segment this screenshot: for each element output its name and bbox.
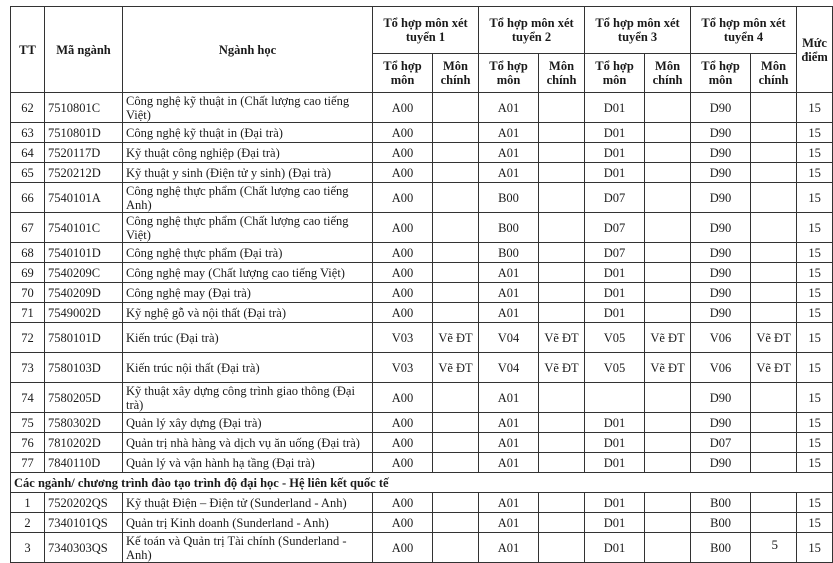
- cell-to-hop-4: D90: [691, 183, 751, 213]
- cell-to-hop-3: D01: [585, 453, 645, 473]
- cell-mon-chinh-1: [433, 533, 479, 563]
- cell-tt: 64: [11, 143, 45, 163]
- header-to-hop-1: Tổ hợp môn xét tuyển 1: [373, 7, 479, 54]
- cell-to-hop-4: D90: [691, 213, 751, 243]
- cell-tt: 69: [11, 263, 45, 283]
- cell-nganh-hoc: Quản trị nhà hàng và dịch vụ ăn uống (Đại trà): [123, 433, 373, 453]
- table-row: [11, 433, 833, 453]
- cell-mon-chinh-2: [539, 93, 585, 123]
- table-body: [11, 93, 833, 563]
- cell-to-hop-3: D01: [585, 143, 645, 163]
- cell-nganh-hoc: Quản lý và vận hành hạ tầng (Đại trà): [123, 453, 373, 473]
- cell-ma-nganh: 7580205D: [45, 383, 123, 413]
- cell-mon-chinh-3: [645, 433, 691, 453]
- cell-muc-diem: 15: [797, 183, 833, 213]
- cell-mon-chinh-3: [645, 163, 691, 183]
- cell-nganh-hoc: Kỹ thuật Điện – Điện tử (Sunderland - Anh): [123, 493, 373, 513]
- cell-nganh-hoc: Công nghệ thực phẩm (Chất lượng cao tiếng Anh): [123, 183, 373, 213]
- cell-to-hop-1: A00: [373, 513, 433, 533]
- cell-mon-chinh-4: [751, 383, 797, 413]
- subheader-to-hop-mon: Tổ hợp môn: [691, 54, 751, 93]
- cell-mon-chinh-2: [539, 243, 585, 263]
- cell-to-hop-1: A00: [373, 303, 433, 323]
- cell-muc-diem: 15: [797, 433, 833, 453]
- cell-mon-chinh-1: [433, 123, 479, 143]
- cell-mon-chinh-1: [433, 263, 479, 283]
- cell-nganh-hoc: Công nghệ thực phẩm (Đại trà): [123, 243, 373, 263]
- cell-mon-chinh-1: [433, 433, 479, 453]
- cell-mon-chinh-2: Vẽ ĐT: [539, 323, 585, 353]
- cell-to-hop-1: A00: [373, 453, 433, 473]
- cell-mon-chinh-1: [433, 303, 479, 323]
- cell-muc-diem: 15: [797, 383, 833, 413]
- header-nganh-hoc: Ngành học: [123, 7, 373, 93]
- subheader-mon-chinh: Môn chính: [539, 54, 585, 93]
- cell-to-hop-2: V04: [479, 323, 539, 353]
- cell-mon-chinh-3: [645, 453, 691, 473]
- header-ma-nganh: Mã ngành: [45, 7, 123, 93]
- cell-to-hop-1: V03: [373, 353, 433, 383]
- cell-nganh-hoc: Kiến trúc nội thất (Đại trà): [123, 353, 373, 383]
- cell-to-hop-1: A00: [373, 533, 433, 563]
- cell-mon-chinh-1: [433, 383, 479, 413]
- page-number: 5: [771, 537, 778, 552]
- cell-mon-chinh-2: [539, 163, 585, 183]
- cell-to-hop-1: A00: [373, 413, 433, 433]
- cell-to-hop-1: A00: [373, 283, 433, 303]
- cell-to-hop-1: A00: [373, 243, 433, 263]
- cell-mon-chinh-2: Vẽ ĐT: [539, 353, 585, 383]
- table-row: [11, 383, 833, 413]
- header-muc-diem: Mức điểm: [797, 7, 833, 93]
- table-row: [11, 283, 833, 303]
- cell-to-hop-1: A00: [373, 263, 433, 283]
- cell-mon-chinh-3: [645, 413, 691, 433]
- cell-mon-chinh-1: [433, 183, 479, 213]
- cell-to-hop-4: D90: [691, 283, 751, 303]
- cell-tt: 65: [11, 163, 45, 183]
- cell-mon-chinh-3: [645, 533, 691, 563]
- table-row: [11, 243, 833, 263]
- table-row: [11, 213, 833, 243]
- cell-mon-chinh-1: Vẽ ĐT: [433, 353, 479, 383]
- cell-mon-chinh-1: [433, 493, 479, 513]
- table-row: [11, 163, 833, 183]
- cell-mon-chinh-4: [751, 283, 797, 303]
- cell-to-hop-4: B00: [691, 533, 751, 563]
- cell-nganh-hoc: Kỹ thuật y sinh (Điện tử y sinh) (Đại trà): [123, 163, 373, 183]
- table-row: [11, 513, 833, 533]
- cell-to-hop-4: B00: [691, 513, 751, 533]
- cell-to-hop-3: D01: [585, 413, 645, 433]
- cell-to-hop-1: A00: [373, 433, 433, 453]
- cell-nganh-hoc: Kỹ thuật xây dựng công trình giao thông (Đại trà): [123, 383, 373, 413]
- cell-muc-diem: 15: [797, 493, 833, 513]
- cell-to-hop-2: A01: [479, 143, 539, 163]
- cell-muc-diem: 15: [797, 143, 833, 163]
- cell-muc-diem: 15: [797, 123, 833, 143]
- table-row: [11, 93, 833, 123]
- cell-nganh-hoc: Kỹ thuật công nghiệp (Đại trà): [123, 143, 373, 163]
- cell-mon-chinh-2: [539, 303, 585, 323]
- cell-to-hop-4: D90: [691, 243, 751, 263]
- cell-tt: 1: [11, 493, 45, 513]
- cell-nganh-hoc: Kiến trúc (Đại trà): [123, 323, 373, 353]
- cell-muc-diem: 15: [797, 93, 833, 123]
- cell-mon-chinh-4: [751, 433, 797, 453]
- table-row: [11, 533, 833, 563]
- cell-mon-chinh-3: [645, 183, 691, 213]
- cell-mon-chinh-2: [539, 493, 585, 513]
- cell-muc-diem: 15: [797, 283, 833, 303]
- cell-to-hop-3: D01: [585, 263, 645, 283]
- section-row: [11, 473, 833, 493]
- cell-to-hop-2: A01: [479, 533, 539, 563]
- cell-mon-chinh-2: [539, 283, 585, 303]
- table-row: [11, 263, 833, 283]
- table-row: [11, 353, 833, 383]
- header-row: [11, 7, 833, 54]
- cell-mon-chinh-4: [751, 93, 797, 123]
- cell-muc-diem: 15: [797, 533, 833, 563]
- cell-mon-chinh-4: [751, 183, 797, 213]
- table-row: [11, 123, 833, 143]
- cell-to-hop-3: D01: [585, 533, 645, 563]
- cell-muc-diem: 15: [797, 243, 833, 263]
- cell-mon-chinh-1: Vẽ ĐT: [433, 323, 479, 353]
- cell-to-hop-2: B00: [479, 213, 539, 243]
- table-row: [11, 183, 833, 213]
- cell-ma-nganh: 7510801D: [45, 123, 123, 143]
- cell-ma-nganh: 7510801C: [45, 93, 123, 123]
- cell-mon-chinh-2: [539, 533, 585, 563]
- cell-mon-chinh-3: Vẽ ĐT: [645, 353, 691, 383]
- cell-mon-chinh-1: [433, 243, 479, 263]
- cell-mon-chinh-2: [539, 183, 585, 213]
- cell-mon-chinh-4: Vẽ ĐT: [751, 353, 797, 383]
- cell-mon-chinh-2: [539, 433, 585, 453]
- cell-to-hop-2: A01: [479, 303, 539, 323]
- cell-to-hop-2: A01: [479, 263, 539, 283]
- cell-muc-diem: 15: [797, 263, 833, 283]
- table-row: [11, 323, 833, 353]
- table-row: [11, 303, 833, 323]
- cell-mon-chinh-3: [645, 513, 691, 533]
- cell-mon-chinh-2: [539, 513, 585, 533]
- cell-mon-chinh-2: [539, 123, 585, 143]
- cell-to-hop-1: A00: [373, 123, 433, 143]
- cell-mon-chinh-3: [645, 143, 691, 163]
- cell-to-hop-2: V04: [479, 353, 539, 383]
- cell-mon-chinh-4: [751, 243, 797, 263]
- cell-to-hop-4: V06: [691, 353, 751, 383]
- cell-mon-chinh-2: [539, 143, 585, 163]
- cell-ma-nganh: 7520202QS: [45, 493, 123, 513]
- cell-mon-chinh-4: [751, 213, 797, 243]
- cell-muc-diem: 15: [797, 453, 833, 473]
- table-row: [11, 143, 833, 163]
- cell-to-hop-4: V06: [691, 323, 751, 353]
- cell-to-hop-4: D90: [691, 413, 751, 433]
- cell-to-hop-3: D01: [585, 283, 645, 303]
- cell-mon-chinh-1: [433, 283, 479, 303]
- cell-nganh-hoc: Công nghệ may (Chất lượng cao tiếng Việt): [123, 263, 373, 283]
- cell-to-hop-1: A00: [373, 383, 433, 413]
- cell-to-hop-4: D90: [691, 383, 751, 413]
- cell-nganh-hoc: Công nghệ thực phẩm (Chất lượng cao tiếng Việt): [123, 213, 373, 243]
- header-to-hop-3: Tổ hợp môn xét tuyển 3: [585, 7, 691, 54]
- cell-to-hop-2: A01: [479, 513, 539, 533]
- cell-tt: 72: [11, 323, 45, 353]
- cell-tt: 70: [11, 283, 45, 303]
- cell-to-hop-2: A01: [479, 433, 539, 453]
- cell-mon-chinh-3: [645, 263, 691, 283]
- cell-mon-chinh-3: [645, 283, 691, 303]
- cell-to-hop-1: A00: [373, 183, 433, 213]
- cell-mon-chinh-4: [751, 143, 797, 163]
- cell-to-hop-4: D90: [691, 163, 751, 183]
- cell-nganh-hoc: Công nghệ may (Đại trà): [123, 283, 373, 303]
- cell-to-hop-2: A01: [479, 163, 539, 183]
- cell-nganh-hoc: Quản lý xây dựng (Đại trà): [123, 413, 373, 433]
- cell-muc-diem: 15: [797, 353, 833, 383]
- cell-to-hop-3: D07: [585, 243, 645, 263]
- cell-nganh-hoc: Công nghệ kỹ thuật in (Đại trà): [123, 123, 373, 143]
- header-tt: TT: [11, 7, 45, 93]
- cell-to-hop-3: D01: [585, 93, 645, 123]
- cell-mon-chinh-4: [751, 493, 797, 513]
- cell-mon-chinh-2: [539, 383, 585, 413]
- cell-to-hop-1: A00: [373, 143, 433, 163]
- cell-tt: 3: [11, 533, 45, 563]
- cell-to-hop-1: A00: [373, 213, 433, 243]
- cell-mon-chinh-3: [645, 123, 691, 143]
- subheader-mon-chinh: Môn chính: [433, 54, 479, 93]
- cell-mon-chinh-3: Vẽ ĐT: [645, 323, 691, 353]
- cell-tt: 62: [11, 93, 45, 123]
- cell-ma-nganh: 7580103D: [45, 353, 123, 383]
- cell-to-hop-4: D90: [691, 143, 751, 163]
- cell-tt: 68: [11, 243, 45, 263]
- cell-to-hop-3: V05: [585, 323, 645, 353]
- cell-mon-chinh-1: [433, 163, 479, 183]
- cell-ma-nganh: 7520117D: [45, 143, 123, 163]
- cell-muc-diem: 15: [797, 413, 833, 433]
- cell-mon-chinh-4: [751, 123, 797, 143]
- cell-ma-nganh: 7580101D: [45, 323, 123, 353]
- table-row: [11, 453, 833, 473]
- cell-to-hop-3: D01: [585, 433, 645, 453]
- cell-ma-nganh: 7840110D: [45, 453, 123, 473]
- cell-mon-chinh-1: [433, 143, 479, 163]
- cell-tt: 67: [11, 213, 45, 243]
- cell-to-hop-4: D07: [691, 433, 751, 453]
- cell-to-hop-2: A01: [479, 283, 539, 303]
- cell-nganh-hoc: Công nghệ kỹ thuật in (Chất lượng cao tiếng Việt): [123, 93, 373, 123]
- cell-nganh-hoc: Quản trị Kinh doanh (Sunderland - Anh): [123, 513, 373, 533]
- section-title: Các ngành/ chương trình đào tạo trình độ đại học - Hệ liên kết quốc tế: [11, 473, 833, 493]
- cell-to-hop-3: D07: [585, 183, 645, 213]
- cell-ma-nganh: 7540101C: [45, 213, 123, 243]
- cell-mon-chinh-2: [539, 263, 585, 283]
- cell-to-hop-1: V03: [373, 323, 433, 353]
- table-row: [11, 493, 833, 513]
- cell-tt: 77: [11, 453, 45, 473]
- subheader-to-hop-mon: Tổ hợp môn: [585, 54, 645, 93]
- cell-mon-chinh-1: [433, 513, 479, 533]
- cell-ma-nganh: 7580302D: [45, 413, 123, 433]
- cell-mon-chinh-3: [645, 493, 691, 513]
- cell-ma-nganh: 7540209D: [45, 283, 123, 303]
- subheader-to-hop-mon: Tổ hợp môn: [373, 54, 433, 93]
- cell-to-hop-3: D01: [585, 493, 645, 513]
- cell-mon-chinh-1: [433, 453, 479, 473]
- cell-mon-chinh-3: [645, 383, 691, 413]
- cell-tt: 75: [11, 413, 45, 433]
- table-row: [11, 413, 833, 433]
- cell-tt: 2: [11, 513, 45, 533]
- cell-mon-chinh-4: [751, 413, 797, 433]
- cell-mon-chinh-2: [539, 453, 585, 473]
- cell-to-hop-3: D01: [585, 513, 645, 533]
- cell-to-hop-3: V05: [585, 353, 645, 383]
- cell-nganh-hoc: Kế toán và Quản trị Tài chính (Sunderland - Anh): [123, 533, 373, 563]
- cell-to-hop-4: D90: [691, 453, 751, 473]
- cell-to-hop-2: A01: [479, 493, 539, 513]
- cell-mon-chinh-4: [751, 513, 797, 533]
- cell-ma-nganh: 7340303QS: [45, 533, 123, 563]
- cell-tt: 73: [11, 353, 45, 383]
- cell-ma-nganh: 7540209C: [45, 263, 123, 283]
- cell-mon-chinh-4: [751, 453, 797, 473]
- cell-nganh-hoc: Kỹ nghệ gỗ và nội thất (Đại trà): [123, 303, 373, 323]
- cell-mon-chinh-1: [433, 93, 479, 123]
- cell-tt: 71: [11, 303, 45, 323]
- cell-mon-chinh-2: [539, 213, 585, 243]
- cell-to-hop-3: [585, 383, 645, 413]
- cell-to-hop-1: A00: [373, 493, 433, 513]
- cell-mon-chinh-3: [645, 213, 691, 243]
- cell-to-hop-4: D90: [691, 263, 751, 283]
- cell-muc-diem: 15: [797, 163, 833, 183]
- cell-to-hop-3: D01: [585, 123, 645, 143]
- cell-ma-nganh: 7549002D: [45, 303, 123, 323]
- cell-muc-diem: 15: [797, 303, 833, 323]
- cell-to-hop-2: A01: [479, 453, 539, 473]
- cell-ma-nganh: 7540101D: [45, 243, 123, 263]
- cell-mon-chinh-4: [751, 263, 797, 283]
- cell-to-hop-1: A00: [373, 93, 433, 123]
- cell-tt: 63: [11, 123, 45, 143]
- cell-to-hop-3: D07: [585, 213, 645, 243]
- cell-to-hop-1: A00: [373, 163, 433, 183]
- cell-to-hop-3: D01: [585, 303, 645, 323]
- cell-muc-diem: 15: [797, 513, 833, 533]
- header-to-hop-4: Tổ hợp môn xét tuyển 4: [691, 7, 797, 54]
- cell-to-hop-4: D90: [691, 303, 751, 323]
- cell-to-hop-4: D90: [691, 123, 751, 143]
- cell-mon-chinh-2: [539, 413, 585, 433]
- subheader-mon-chinh: Môn chính: [751, 54, 797, 93]
- cell-tt: 74: [11, 383, 45, 413]
- cell-ma-nganh: 7810202D: [45, 433, 123, 453]
- cell-muc-diem: 15: [797, 213, 833, 243]
- cell-mon-chinh-4: [751, 163, 797, 183]
- subheader-to-hop-mon: Tổ hợp môn: [479, 54, 539, 93]
- cell-ma-nganh: 7340101QS: [45, 513, 123, 533]
- cell-to-hop-2: A01: [479, 123, 539, 143]
- cell-mon-chinh-3: [645, 243, 691, 263]
- cell-muc-diem: 15: [797, 323, 833, 353]
- admissions-table: [10, 6, 833, 563]
- cell-mon-chinh-4: Vẽ ĐT: [751, 323, 797, 353]
- cell-mon-chinh-3: [645, 303, 691, 323]
- cell-to-hop-2: A01: [479, 93, 539, 123]
- cell-ma-nganh: 7520212D: [45, 163, 123, 183]
- cell-mon-chinh-1: [433, 213, 479, 243]
- cell-to-hop-2: B00: [479, 243, 539, 263]
- cell-tt: 66: [11, 183, 45, 213]
- cell-mon-chinh-4: [751, 303, 797, 323]
- cell-to-hop-4: D90: [691, 93, 751, 123]
- cell-mon-chinh-3: [645, 93, 691, 123]
- cell-to-hop-4: B00: [691, 493, 751, 513]
- cell-to-hop-2: A01: [479, 383, 539, 413]
- cell-tt: 76: [11, 433, 45, 453]
- cell-to-hop-3: D01: [585, 163, 645, 183]
- cell-mon-chinh-1: [433, 413, 479, 433]
- cell-ma-nganh: 7540101A: [45, 183, 123, 213]
- cell-to-hop-2: A01: [479, 413, 539, 433]
- header-to-hop-2: Tổ hợp môn xét tuyển 2: [479, 7, 585, 54]
- subheader-mon-chinh: Môn chính: [645, 54, 691, 93]
- cell-to-hop-2: B00: [479, 183, 539, 213]
